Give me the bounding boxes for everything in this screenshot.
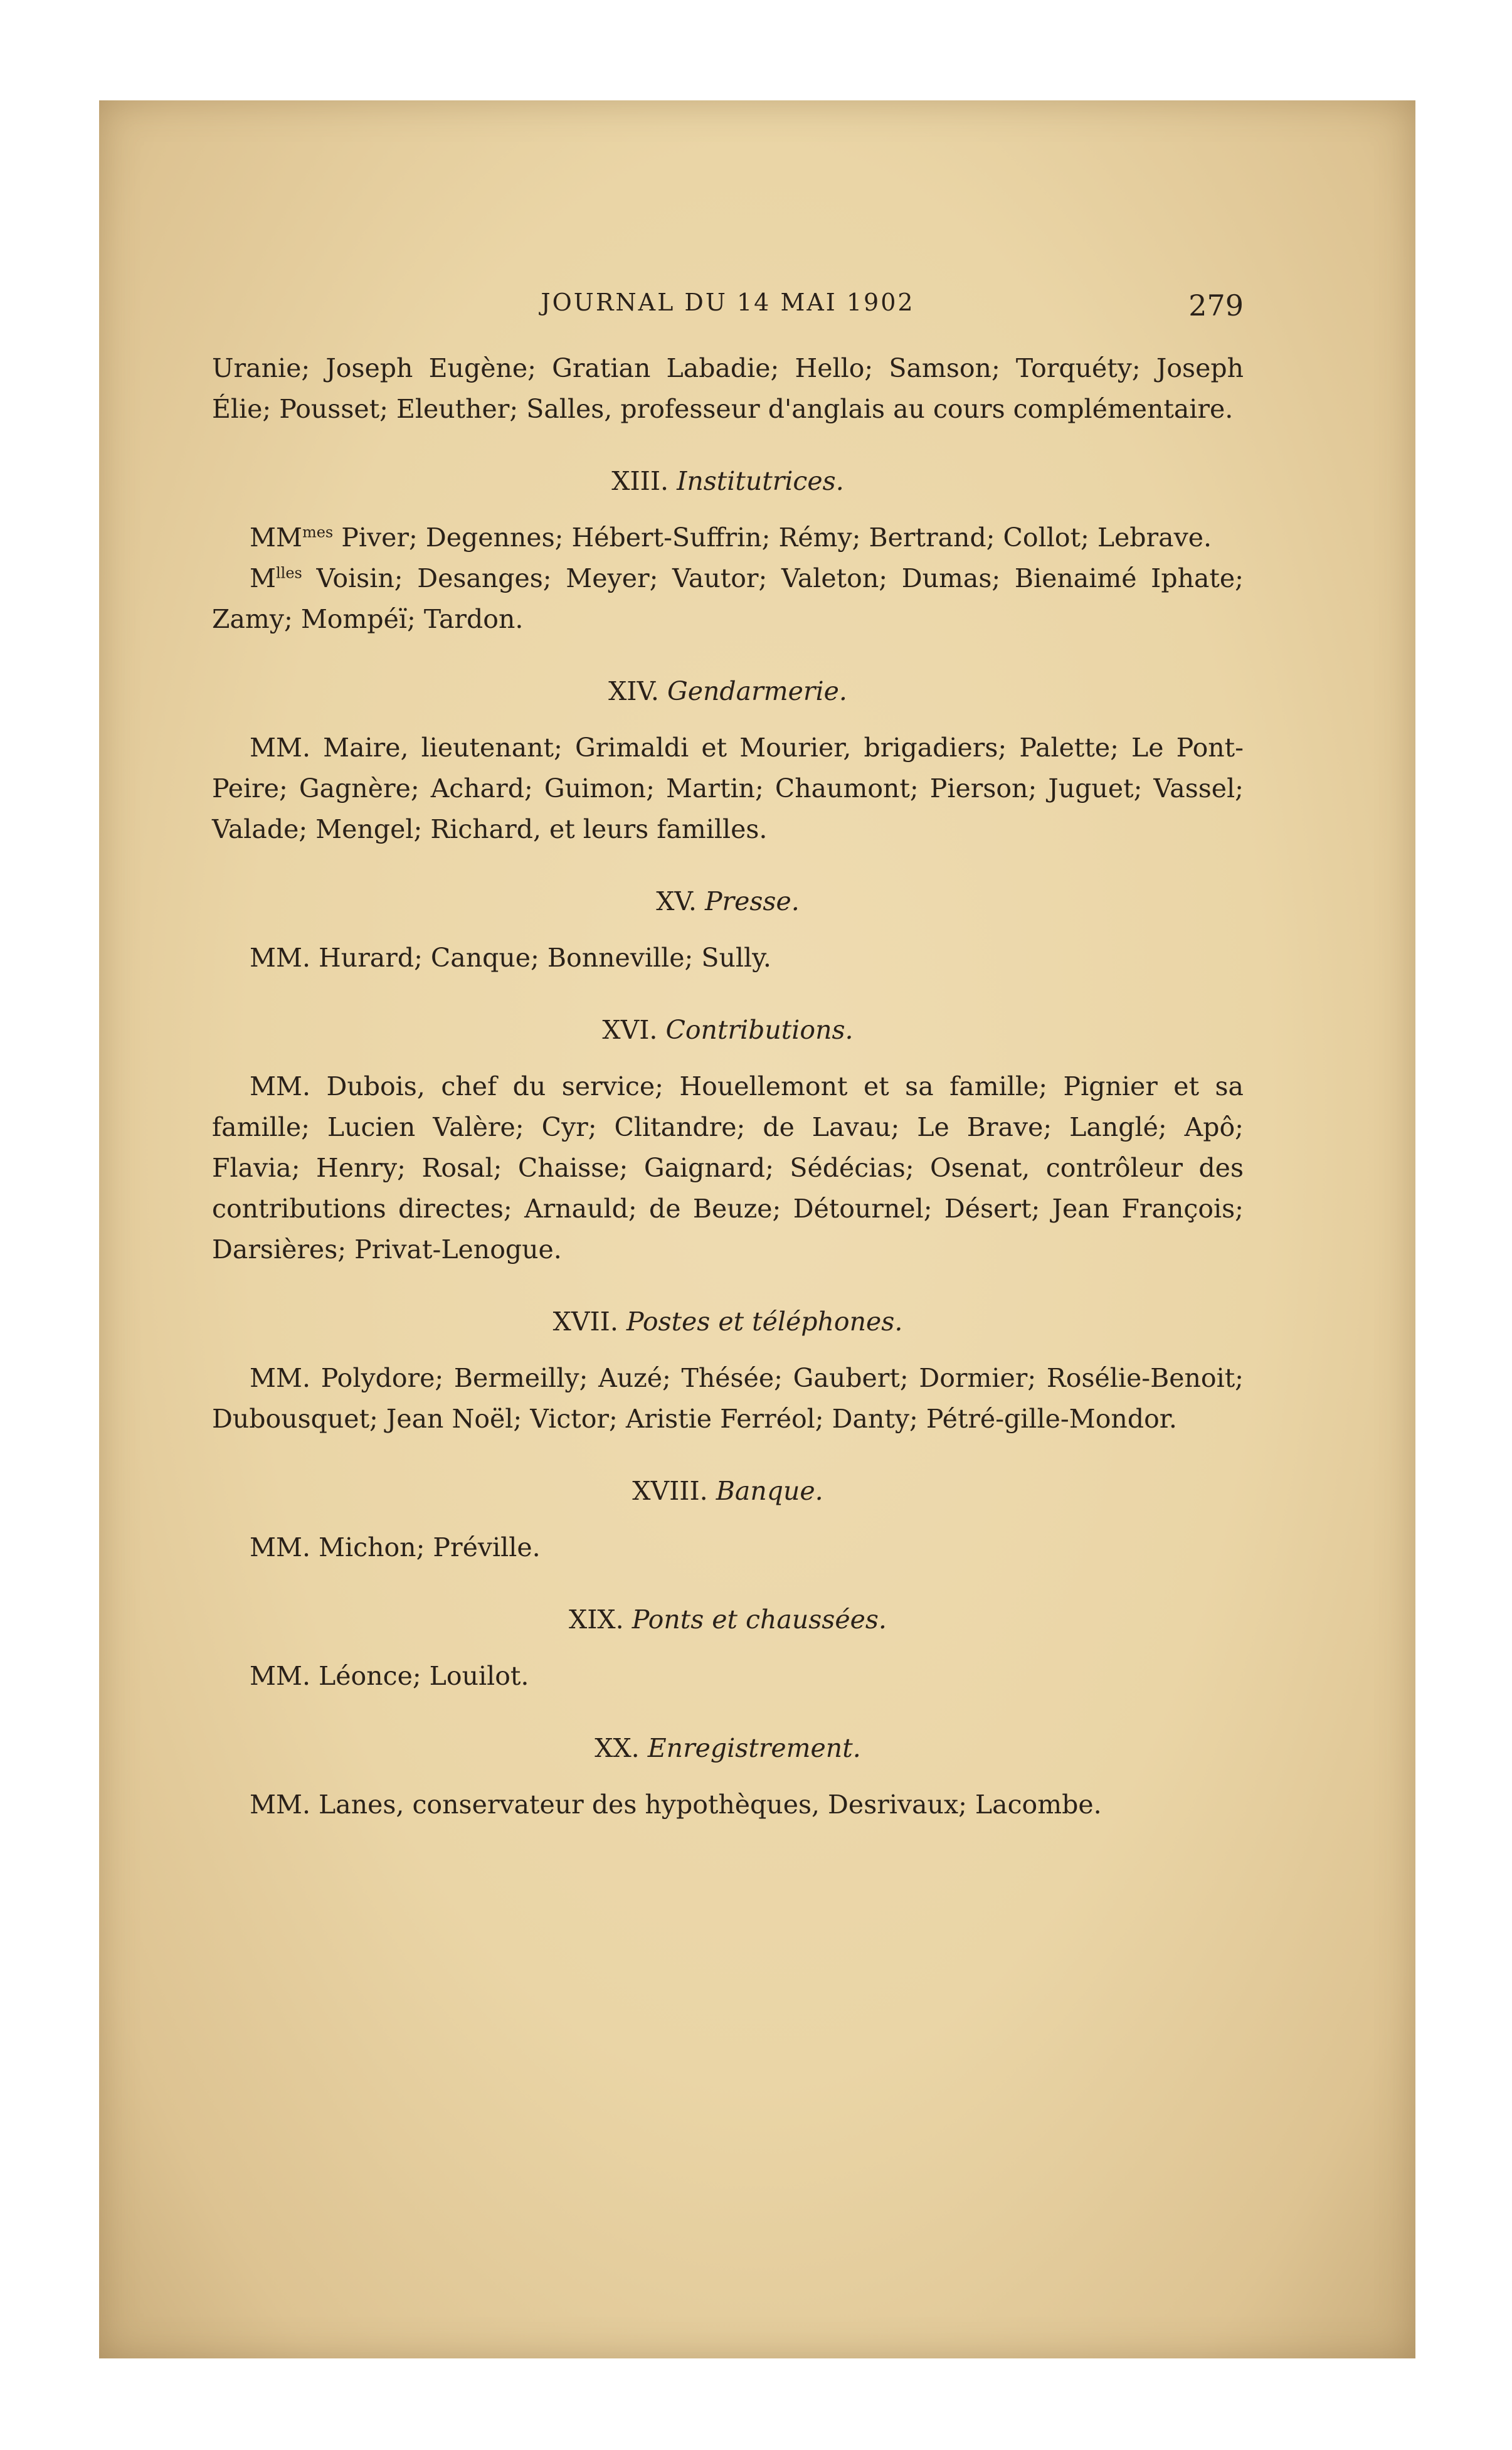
honorific-superscript: mes: [302, 523, 334, 541]
section-title: Gendarmerie.: [667, 676, 847, 706]
section-number: XVII.: [552, 1307, 618, 1337]
names-list: Piver; Degennes; Hébert-Suffrin; Rémy; Bertrand; Collot; Lebrave.: [333, 522, 1212, 553]
section-title: Institutrices.: [677, 466, 844, 496]
section-title: Postes et téléphones.: [626, 1307, 903, 1337]
section-number: XV.: [656, 886, 697, 916]
section-heading-16: [212, 1011, 1244, 1049]
section-number: XIX.: [569, 1604, 624, 1635]
section-heading-19: [212, 1601, 1244, 1638]
section-title: Ponts et chaussées.: [632, 1604, 887, 1635]
honorific: M: [250, 563, 276, 593]
page-body: [212, 348, 1244, 1825]
section-heading-14: [212, 672, 1244, 710]
intro-paragraph: Uranie; Joseph Eugène; Gratian Labadie; Hello; Samson; Torquéty; Joseph Élie; Pousset; Eleuther; Salles, professeur d'anglais au cours complémentaire.: [212, 353, 1244, 424]
section-number: XIII.: [611, 466, 669, 496]
running-title: JOURNAL DU 14 MAI 1902: [541, 289, 915, 316]
section-title: Contributions.: [665, 1015, 854, 1045]
section-number: XVIII.: [632, 1476, 708, 1506]
section-number: XIV.: [608, 676, 659, 706]
section-number: XVI.: [602, 1015, 658, 1045]
honorific-superscript: lles: [275, 564, 302, 582]
section-heading-17: [212, 1303, 1244, 1340]
section-title: Enregistrement.: [647, 1733, 861, 1763]
section-number: XX.: [595, 1733, 640, 1763]
section-heading-20: [212, 1729, 1244, 1767]
section-paragraph-20: MM. Lanes, conservateur des hypothèques, Desrivaux; Lacombe.: [250, 1790, 1102, 1820]
section-title: Banque.: [716, 1476, 823, 1506]
section-paragraph-18: MM. Michon; Préville.: [250, 1532, 541, 1562]
honorific: MM: [250, 522, 302, 553]
section-title: Presse.: [704, 886, 800, 916]
page-number: 279: [1188, 289, 1244, 322]
section-paragraph-14: MM. Maire, lieutenant; Grimaldi et Mourier, brigadiers; Palette; Le Pont-Peire; Gagnère; Achard; Guimon; Martin; Chaumont; Pierson; Juguet; Vassel; Valade; Mengel; Richard, et leurs familles.: [212, 733, 1244, 844]
section-paragraph-17: MM. Polydore; Bermeilly; Auzé; Thésée; Gaubert; Dormier; Rosélie-Benoit; Dubousquet; Jean Noël; Victor; Aristie Ferréol; Danty; Pétré-gille-Mondor.: [212, 1363, 1244, 1434]
section-heading-13: [212, 462, 1244, 500]
running-header: [212, 289, 1244, 326]
section-paragraph-13b: [212, 558, 1244, 640]
section-paragraph-19: MM. Léonce; Louilot.: [250, 1661, 529, 1691]
section-heading-15: [212, 883, 1244, 920]
section-paragraph-16: MM. Dubois, chef du service; Houellemont et sa famille; Pignier et sa famille; Lucien Valère; Cyr; Clitandre; de Lavau; Le Brave; Langlé; Apô; Flavia; Henry; Rosal; Chaisse; Gaignard; Sédécias; Osenat, contrôleur des contributions directes; Arnauld; de Beuze; Détournel; Désert; Jean François; Darsières; Privat-Lenogue.: [212, 1071, 1244, 1265]
names-list: Voisin; Desanges; Meyer; Vautor; Valeton; Dumas; Bienaimé Iphate; Zamy; Mompéï; Tardon.: [212, 563, 1244, 634]
section-heading-18: [212, 1472, 1244, 1510]
section-paragraph-13a: [212, 517, 1244, 558]
section-paragraph-15: MM. Hurard; Canque; Bonneville; Sully.: [250, 943, 771, 973]
